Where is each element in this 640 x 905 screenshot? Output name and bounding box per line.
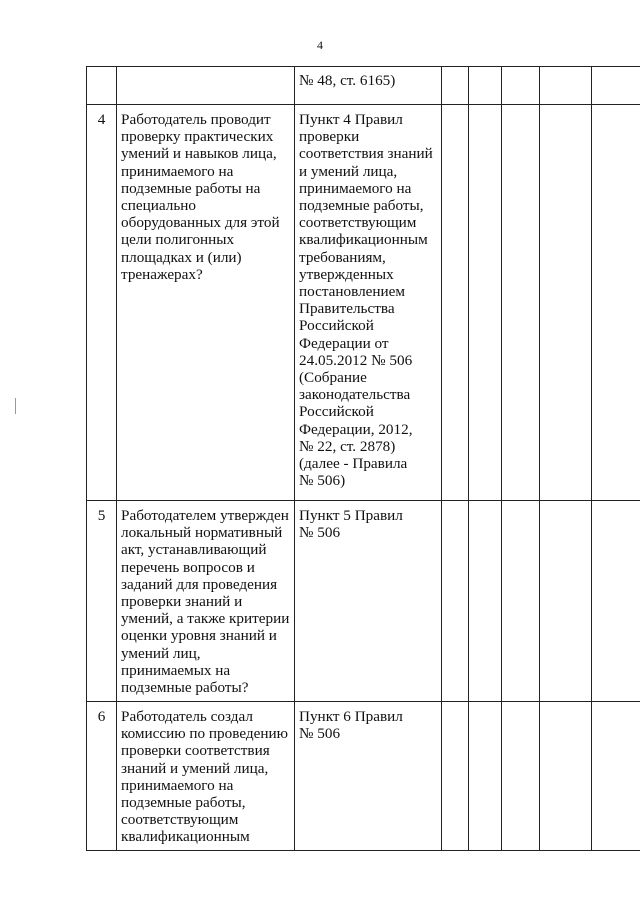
cell-no [469,501,502,702]
row-number: 5 [87,501,117,702]
cell-na [502,702,540,851]
cell-na [502,67,540,105]
cell-yes [442,702,469,851]
table-row [87,702,640,851]
table-row [87,105,640,501]
basis-text: Пункт 6 Правил № 506 [299,708,403,743]
cell-notes [592,67,640,105]
question-text: Работодателем утвержден локальный нормативный акт, устанавливающий перечень вопросов и заданий для проведения проверки знаний и умений, а также критерии оценки уровня знаний и умений лиц, принимаемых на подземные работы? [121,507,290,697]
basis-text: Пункт 4 Правил проверки соответствия знаний и умений лица, принимаемого на подземные работы, соответствующим квалификационным требованиям, утвержденных постановлением Правительства Российской Федерации от 24.05.2012 № 506 (Собрание законодательства Российской Федерации, 2012, № 22, ст. 2878) (далее - Правила № 506) [299,111,433,490]
cell-yes [442,501,469,702]
cell-yes [442,67,469,105]
row-number: 4 [87,105,117,501]
cell-question [117,501,295,702]
cell-question [117,702,295,851]
cell-basis [295,702,442,851]
basis-text: № 48, ст. 6165) [299,72,396,89]
cell-question [117,105,295,501]
cell-no [469,67,502,105]
basis-text: Пункт 5 Правил № 506 [299,507,403,542]
cell-notes [592,702,640,851]
cell-basis [295,67,442,105]
cell-extra [540,67,592,105]
cell-notes [592,105,640,501]
cell-basis [295,501,442,702]
table-row-continuation [87,67,640,105]
row-number: 6 [87,702,117,851]
cell-basis [295,105,442,501]
cell-question [117,67,295,105]
cell-no [469,105,502,501]
cell-notes [592,501,640,702]
cell-yes [442,105,469,501]
cell-extra [540,702,592,851]
cell-extra [540,501,592,702]
page-number: 4 [317,38,323,52]
cell-na [502,501,540,702]
cell-na [502,105,540,501]
cell-no [469,702,502,851]
cell-num [87,67,117,105]
table-row [87,501,640,702]
margin-mark [15,398,16,414]
cell-extra [540,105,592,501]
requirements-table [86,66,640,851]
question-text: Работодатель создал комиссию по проведению проверки соответствия знаний и умений лица, принимаемого на подземные работы, соответствующим квалификационным [121,708,288,846]
question-text: Работодатель проводит проверку практических умений и навыков лица, принимаемого на подземные работы на специально оборудованных для этой цели полигонных площадках и (или) тренажерах? [121,111,280,283]
